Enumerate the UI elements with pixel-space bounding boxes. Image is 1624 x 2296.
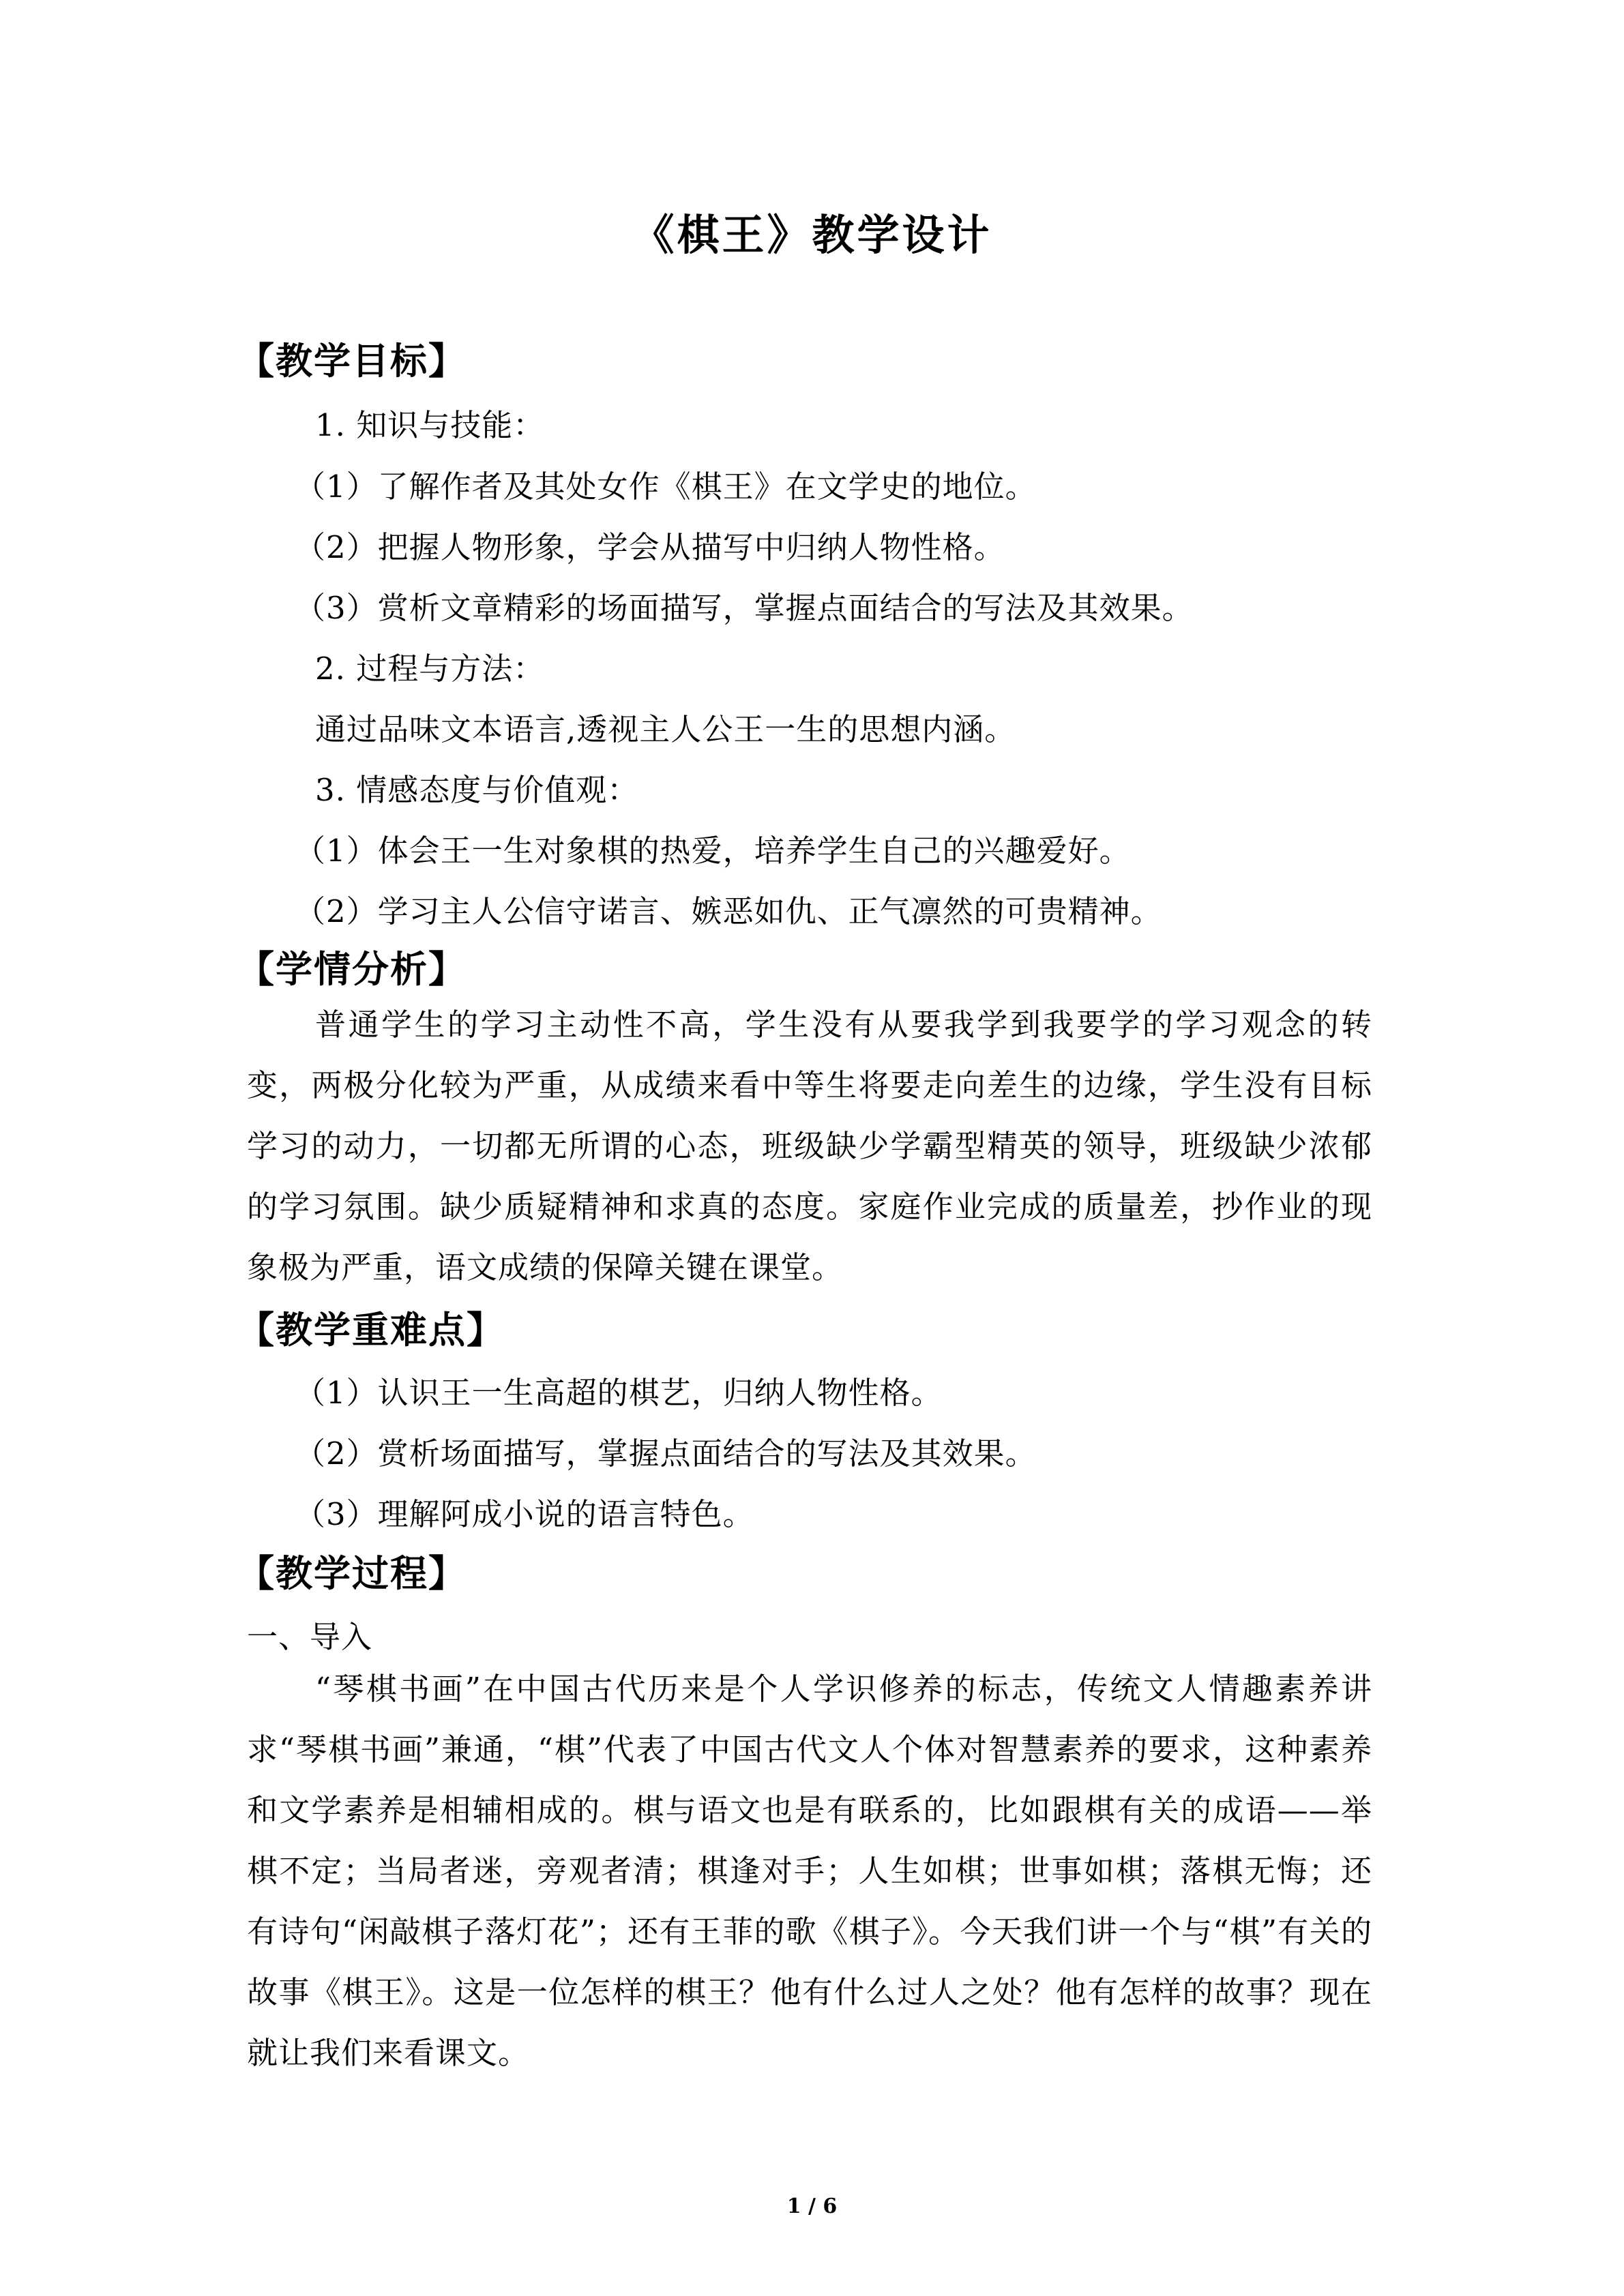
objective-line: 2. 过程与方法： (315, 651, 545, 687)
objective-line: （1）体会王一生对象棋的热爱，培养学生自己的兴趣爱好。 (295, 833, 1131, 869)
objective-line: （1）了解作者及其处女作《棋王》在文学史的地位。 (295, 468, 1037, 505)
page-number: 1 / 6 (786, 2194, 838, 2218)
section-heading-analysis: 【学情分析】 (237, 948, 467, 991)
document-title: 《棋王》教学设计 (632, 210, 992, 260)
objective-line: （2）学习主人公信守诺言、嫉恶如仇、正气凛然的可贵精神。 (295, 893, 1162, 929)
key-point-line: （2）赏析场面描写，掌握点面结合的写法及其效果。 (295, 1435, 1037, 1472)
analysis-paragraph: 普通学生的学习主动性不高，学生没有从要我学到我要学的学习观念的转变，两极分化较为严重，从成绩来看中等生将要走向差生的边缘，学生没有目标学习的动力，一切都无所谓的心态，班级缺少学霸型精英的领导，班级缺少浓郁的学习氛围。缺少质疑精神和求真的态度。家庭作业完成的质量差，抄作业的现象极为严重，语文成绩的保障关键在课堂。 (247, 1007, 1372, 1285)
objective-line: （3）赏析文章精彩的场面描写，掌握点面结合的写法及其效果。 (295, 590, 1194, 626)
objective-line: 3. 情感态度与价值观： (315, 772, 639, 808)
key-point-line: （1）认识王一生高超的棋艺，归纳人物性格。 (295, 1375, 943, 1411)
section-heading-key-points: 【教学重难点】 (237, 1309, 505, 1352)
process-paragraph: “琴棋书画”在中国古代历来是个人学识修养的标志，传统文人情趣素养讲求“琴棋书画”兼通，“棋”代表了中国古代文人个体对智慧素养的要求，这种素养和文学素养是相辅相成的。棋与语文也是有联系的，比如跟棋有关的成语——举棋不定；当局者迷，旁观者清；棋逢对手；人生如棋；世事如棋；落棋无悔；还有诗句“闲敲棋子落灯花”；还有王菲的歌《棋子》。今天我们讲一个与“棋”有关的故事《棋王》。这是一位怎样的棋王？他有什么过人之处？他有怎样的故事？现在就让我们来看课文。 (247, 1671, 1372, 2071)
section-heading-process: 【教学过程】 (237, 1552, 467, 1595)
objective-line: （2）把握人物形象，学会从描写中归纳人物性格。 (295, 529, 1005, 565)
objective-line: 1. 知识与技能： (315, 407, 545, 443)
objective-line: 通过品味文本语言,透视主人公王一生的思想内涵。 (315, 711, 1016, 747)
key-point-line: （3）理解阿成小说的语言特色。 (295, 1496, 754, 1532)
process-subheading: 一、导入 (247, 1619, 373, 1655)
section-heading-objectives: 【教学目标】 (237, 340, 467, 383)
